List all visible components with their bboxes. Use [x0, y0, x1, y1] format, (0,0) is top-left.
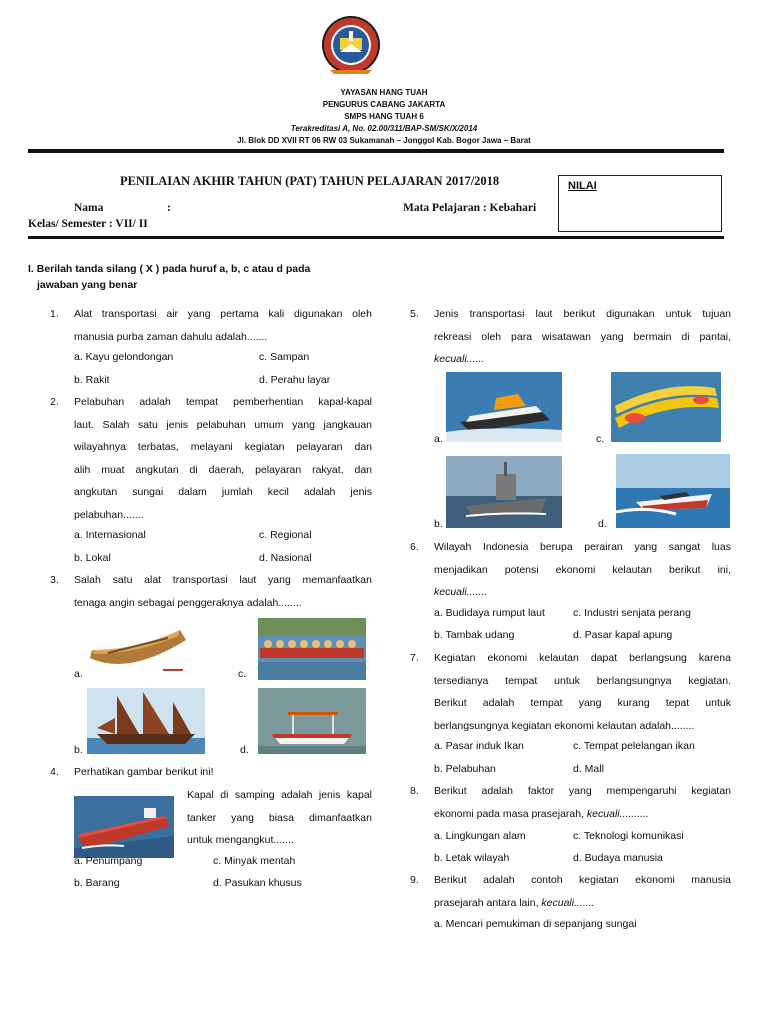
q8-number: 8.: [410, 785, 419, 797]
q6-option-a[interactable]: a. Budidaya rumput laut: [434, 607, 545, 619]
q2-option-a[interactable]: a. Internasional: [74, 529, 146, 541]
q3-number: 3.: [50, 574, 59, 586]
q6-option-d[interactable]: d. Pasar kapal apung: [573, 629, 673, 641]
q7-option-a[interactable]: a. Pasar induk Ikan: [434, 740, 524, 752]
q7-line: tersedianya tempat untuk berlangsungnya kegiatan.: [434, 674, 731, 687]
q3-option-a[interactable]: a.: [74, 668, 83, 680]
q6-option-c[interactable]: c. Industri senjata perang: [573, 607, 691, 619]
q8-option-d[interactable]: d. Budaya manusia: [573, 852, 663, 864]
school-name: SMPS HANG TUAH 6: [344, 112, 424, 121]
name-label: Nama: [74, 202, 104, 214]
q8-text: [434, 780, 731, 825]
q1-text: [74, 303, 372, 348]
q8-option-c[interactable]: c. Teknologi komunikasi: [573, 830, 684, 842]
q1-line: Alat transportasi air yang pertama kali digunakan oleh: [74, 308, 372, 320]
q9-number: 9.: [410, 874, 419, 886]
q3-option-d[interactable]: d.: [240, 744, 249, 756]
q2-number: 2.: [50, 396, 59, 408]
q5-line: Jenis transportasi laut berikut digunakan untuk tujuan: [434, 308, 731, 320]
q9-option-a[interactable]: a. Mencari pemukiman di sepanjang sungai: [434, 918, 637, 930]
instruction-line-2: jawaban yang benar: [37, 279, 138, 291]
q5-image-warship: [446, 456, 562, 528]
q4-line: untuk mengangkut.......: [187, 834, 294, 846]
q7-line: Berikut adalah tempat yang kurang tepat untuk: [434, 697, 731, 709]
q3-image-speedboat: [258, 688, 366, 754]
q2-option-d[interactable]: d. Nasional: [259, 552, 312, 564]
q2-line: Pelabuhan adalah tempat pemberhentian kapal-kapal: [74, 396, 372, 408]
q6-text: [434, 536, 731, 604]
q4-intro: Perhatikan gambar berikut ini!: [74, 766, 214, 778]
header-divider: [28, 149, 724, 153]
q2-line: angkutan sungai dalam jumlah kecil adalah jenis: [74, 486, 372, 498]
q9-line: Berikut adalah contoh kegiatan ekonomi manusia: [434, 874, 731, 886]
q9-kecuali: kecuali.......: [541, 896, 595, 909]
q1-option-c[interactable]: c. Sampan: [259, 351, 310, 363]
q4-line: tanker yang biasa dimanfaatkan: [187, 811, 372, 824]
school-logo: [320, 14, 382, 76]
q9-line: prasejarah antara lain,: [434, 896, 542, 909]
q3-image-sailboat: [87, 688, 205, 754]
q5-image-speedboat: [616, 454, 730, 528]
q4-option-a[interactable]: a. Penumpang: [74, 855, 143, 867]
branch-name: PENGURUS CABANG JAKARTA: [322, 100, 446, 109]
q2-line: alih muat angkutan di daerah, pelayaran rakyat, dan: [74, 463, 372, 476]
q2-line: pelabuhan.......: [74, 508, 144, 521]
name-colon: :: [167, 202, 171, 214]
q4-option-b[interactable]: b. Barang: [74, 877, 120, 889]
q8-line-2: [434, 803, 731, 826]
identity-divider: [28, 236, 724, 239]
q5-image-jetski: [446, 372, 562, 442]
q3-line: tenaga angin sebagai penggeraknya adalah........: [74, 596, 302, 609]
q2-option-b[interactable]: b. Lokal: [74, 552, 111, 564]
class-semester-label: Kelas/ Semester : VII/ II: [28, 218, 148, 230]
q3-option-c[interactable]: c.: [238, 668, 247, 680]
q3-line: Salah satu alat transportasi laut yang memanfaatkan: [74, 574, 372, 586]
exam-title: PENILAIAN AKHIR TAHUN (PAT) TAHUN PELAJARAN 2017/2018: [120, 174, 500, 188]
q7-number: 7.: [410, 652, 419, 664]
q5-option-b[interactable]: b.: [434, 518, 443, 530]
q6-line: Wilayah Indonesia berupa perairan yang sangat luas: [434, 541, 731, 553]
q2-line: wilayahnya terbatas, melayani kegiatan pelayaran dan: [74, 441, 372, 453]
q7-option-d[interactable]: d. Mall: [573, 763, 604, 775]
q4-option-c[interactable]: c. Minyak mentah: [213, 855, 296, 867]
q7-text: [434, 647, 731, 737]
q5-line: kecuali......: [434, 353, 485, 365]
score-label: NILAI: [568, 180, 597, 192]
q5-text: [434, 303, 731, 371]
q5-line: rekreasi oleh para wisatawan yang bermain di pantai,: [434, 330, 731, 343]
q5-image-banana-boat: [611, 372, 721, 442]
q1-option-a[interactable]: a. Kayu gelondongan: [74, 351, 174, 363]
q7-option-c[interactable]: c. Tempat pelelangan ikan: [573, 740, 695, 752]
q1-number: 1.: [50, 308, 59, 320]
q2-line: laut. Salah satu jenis pelabuhan umum yang jangkauan: [74, 418, 372, 431]
q5-number: 5.: [410, 308, 419, 320]
subject-label: Mata Pelajaran : Kebahari: [403, 202, 537, 214]
q3-image-dragon-boat: [258, 618, 366, 680]
q9-text: [434, 869, 731, 914]
accreditation-text: Terakreditasi A, No. 02.00/311/BAP-SM/SK/X/2014: [290, 124, 478, 133]
q6-option-b[interactable]: b. Tambak udang: [434, 629, 515, 641]
q5-option-c[interactable]: c.: [596, 433, 605, 445]
q7-line: Kegiatan ekonomi kelautan dapat berlangsung karena: [434, 652, 731, 664]
q5-option-a[interactable]: a.: [434, 433, 443, 445]
address-text: Jl. Blok DD XVII RT 06 RW 03 Sukamanah – Jonggol Kab. Bogor Jawa – Barat: [237, 136, 531, 145]
q8-kecuali: kecuali..........: [586, 807, 649, 820]
q4-number: 4.: [50, 766, 59, 778]
q5-option-d[interactable]: d.: [598, 518, 607, 530]
q8-option-a[interactable]: a. Lingkungan alam: [434, 830, 526, 842]
q7-option-b[interactable]: b. Pelabuhan: [434, 763, 496, 775]
q1-line: manusia purba zaman dahulu adalah.......: [74, 330, 268, 343]
q8-line: Berikut adalah faktor yang mempengaruhi kegiatan: [434, 785, 731, 797]
q8-line: ekonomi pada masa prasejarah,: [434, 807, 587, 820]
q6-line: kecuali.......: [434, 586, 488, 598]
q6-number: 6.: [410, 541, 419, 553]
q4-line: Kapal di samping adalah jenis kapal: [187, 789, 372, 801]
q8-option-b[interactable]: b. Letak wilayah: [434, 852, 510, 864]
q1-option-d[interactable]: d. Perahu layar: [259, 374, 331, 386]
q2-text: [74, 391, 372, 526]
foundation-name: YAYASAN HANG TUAH: [340, 88, 428, 97]
q6-line: menjadikan potensi ekonomi kelautan berikut ini,: [434, 563, 731, 576]
q3-text: [74, 569, 372, 614]
q4-image-tanker: [74, 796, 174, 858]
q1-option-b[interactable]: b. Rakit: [74, 374, 110, 386]
q4-text: [187, 784, 372, 852]
q7-line: berlangsungnya kegiatan ekonomi kelautan adalah........: [434, 719, 695, 732]
instruction: [28, 261, 310, 293]
q9-line-2: [434, 892, 731, 915]
q4-option-d[interactable]: d. Pasukan khusus: [213, 877, 302, 889]
q3-option-b[interactable]: b.: [74, 744, 83, 756]
instruction-line-1: I. Berilah tanda silang ( X ) pada huruf a, b, c atau d pada: [28, 263, 311, 275]
q3-image-canoe: [88, 620, 190, 676]
q2-option-c[interactable]: c. Regional: [259, 529, 312, 541]
